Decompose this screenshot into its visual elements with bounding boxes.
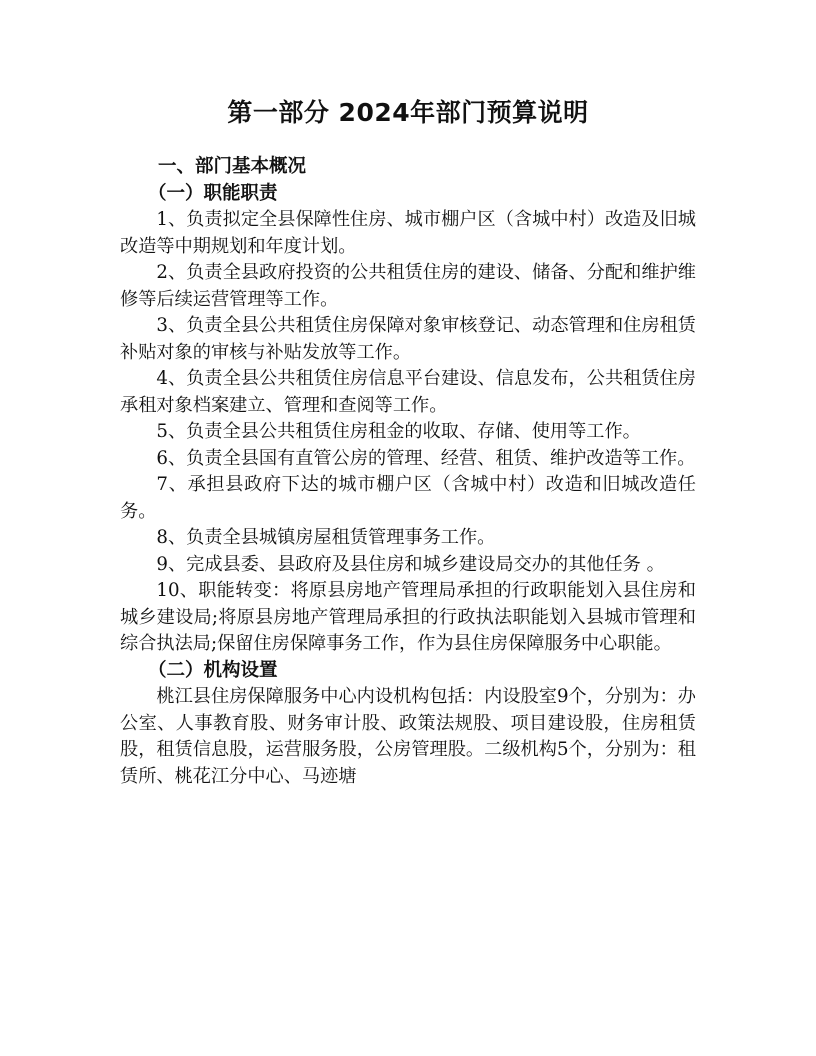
duty-item-6: 6、负责全县国有直管公房的管理、经营、租赁、维护改造等工作。 — [156, 447, 696, 469]
duty-item-4: 4、负责全县公共租赁住房信息平台建设、信息发布，公共租赁住房承租对象档案建立、管理和查阅等工作。 — [120, 368, 696, 416]
organization-paragraph: 桃江县住房保障服务中心内设机构包括：内设股室9个，分别为：办公室、人事教育股、财务审计股、政策法规股、项目建设股，住房租赁股，租赁信息股，运营服务股，公房管理股。二级机构5个，分别为：租赁所、桃花江分中心、马迹塘 — [120, 686, 696, 787]
duty-item-7: 7、承担县政府下达的城市棚户区（含城中村）改造和旧城改造任务。 — [120, 474, 696, 522]
duty-item-5: 5、负责全县公共租赁住房租金的收取、存储、使用等工作。 — [156, 421, 641, 442]
duty-item-8: 8、负责全县城镇房屋租赁管理事务工作。 — [156, 527, 496, 548]
subsection-heading-organization: （二）机构设置 — [148, 659, 278, 681]
duty-item-3: 3、负责全县公共租赁住房保障对象审核登记、动态管理和住房租赁补贴对象的审核与补贴发放等工作。 — [120, 315, 696, 363]
duty-item-1: 1、负责拟定全县保障性住房、城市棚户区（含城中村）改造及旧城改造等中期规划和年度计划。 — [120, 209, 696, 257]
duty-item-10: 10、职能转变：将原县房地产管理局承担的行政职能划入县住房和城乡建设局;将原县房地产管理局承担的行政执法职能划入县城市管理和综合执法局;保留住房保障事务工作，作为县住房保障服务中心职能。 — [120, 580, 696, 654]
duty-item-2: 2、负责全县政府投资的公共租赁住房的建设、储备、分配和维护维修等后续运营管理等工作。 — [120, 262, 696, 310]
duty-item-9: 9、完成县委、县政府及县住房和城乡建设局交办的其他任务 。 — [156, 553, 665, 575]
document-body — [120, 154, 696, 790]
document-title: 第一部分 2024年部门预算说明 — [227, 98, 589, 127]
section-heading-basic-overview: 一、部门基本概况 — [158, 156, 307, 177]
subsection-heading-duties: （一）职能职责 — [148, 182, 278, 204]
